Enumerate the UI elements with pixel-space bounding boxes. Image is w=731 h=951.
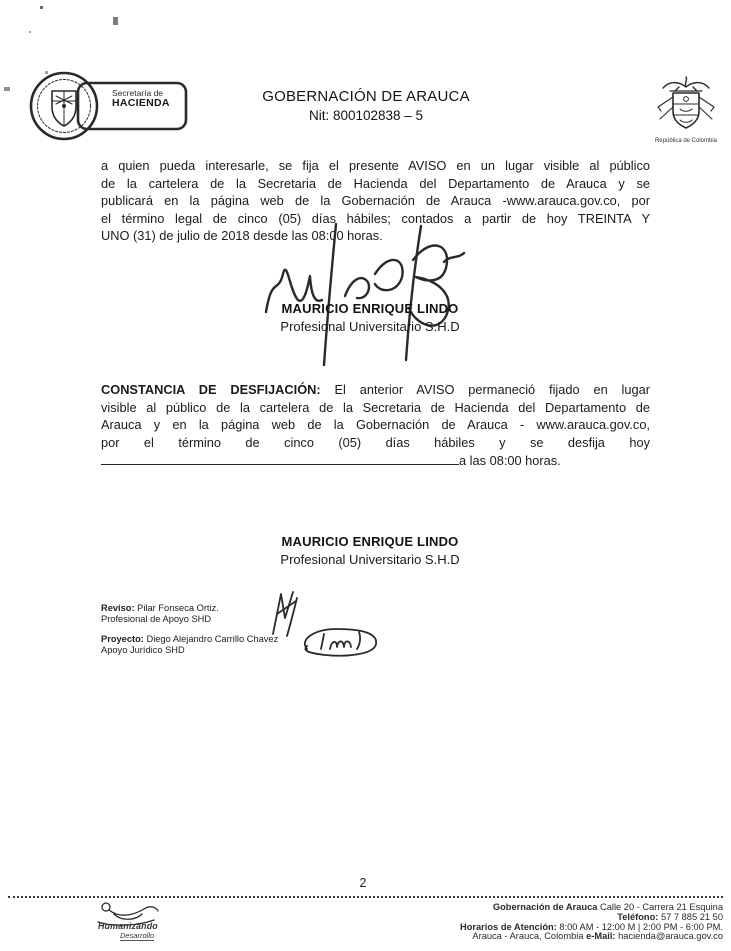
constancia-line: visible al público de la cartelera de la Secretaria de Hacienda del Departamento de bbox=[101, 399, 650, 415]
org-nit: Nit: 800102838 – 5 bbox=[308, 108, 424, 123]
footer-address-rest: Calle 20 - Carrera 21 Esquina bbox=[597, 902, 723, 912]
seal-left-line2: HACIENDA bbox=[112, 97, 170, 109]
scan-speck bbox=[29, 31, 31, 33]
constancia-line: por el término de cinco (05) días hábiles y se desfija hoy bbox=[101, 434, 650, 450]
constancia-paragraph bbox=[101, 381, 650, 470]
proyecto-name: Diego Alejandro Carrillo Chavez bbox=[143, 634, 279, 644]
aviso-line: a quien pueda interesarle, se fija el presente AVISO en un lugar visible al público bbox=[101, 158, 650, 173]
footer-phone-value: 57 7 885 21 50 bbox=[658, 911, 723, 922]
signer-name: MAURICIO ENRIQUE LINDO bbox=[281, 534, 459, 549]
aviso-line: el término legal de cinco (05) días hábiles; contados a partir de hoy TREINTA Y bbox=[101, 210, 650, 226]
hacienda-seal bbox=[28, 70, 190, 142]
constancia-heading: CONSTANCIA DE DESFIJACIÓN: bbox=[101, 382, 321, 397]
signer-title: Profesional Universitario S.H.D bbox=[280, 319, 460, 334]
footer-location: Arauca - Arauca, Colombia bbox=[472, 931, 587, 942]
scan-speck bbox=[113, 17, 118, 25]
constancia-blank-line bbox=[101, 451, 650, 470]
brand-line1: Humanizando bbox=[98, 921, 158, 931]
footer-hours-label: Horarios de Atención: bbox=[460, 921, 557, 932]
reviso-title: Profesional de Apoyo SHD bbox=[101, 614, 212, 624]
footer-phone-label: Teléfono: bbox=[617, 911, 659, 922]
signer-title: Profesional Universitario S.H.D bbox=[280, 552, 460, 567]
scan-speck bbox=[4, 87, 10, 91]
signature-block-aviso bbox=[235, 301, 505, 334]
constancia-after-blank: a las 08:00 horas. bbox=[459, 453, 561, 468]
colombia-coat-of-arms-icon bbox=[650, 76, 722, 138]
footer-org: Gobernación de Arauca bbox=[492, 902, 598, 912]
proyecto-title: Apoyo Jurídico SHD bbox=[101, 645, 185, 655]
approvals-block bbox=[101, 603, 401, 656]
reviso-row bbox=[101, 603, 401, 614]
fill-in-blank-line bbox=[101, 451, 459, 465]
seal-right-caption: República de Colombia bbox=[654, 138, 718, 144]
proyecto-row bbox=[101, 634, 401, 645]
page-number: 2 bbox=[359, 876, 367, 890]
org-title: GOBERNACIÓN DE ARAUCA bbox=[262, 88, 470, 105]
constancia-line bbox=[101, 381, 650, 399]
proyecto-label: Proyecto: bbox=[101, 634, 144, 644]
scan-speck bbox=[40, 6, 43, 9]
document-header bbox=[181, 88, 551, 123]
reviso-name: Pilar Fonseca Ortiz. bbox=[134, 603, 219, 613]
footer-email-label: e-Mail: bbox=[586, 931, 616, 942]
footer-email-value: hacienda@arauca.gov.co bbox=[615, 931, 723, 942]
brand-line2: Desarrollo bbox=[120, 931, 155, 940]
aviso-paragraph bbox=[101, 157, 650, 245]
aviso-line: publicará en la página web de la Gobernación de Arauca -www.arauca.gov.co, por bbox=[101, 193, 650, 208]
colombia-coat-of-arms bbox=[650, 76, 722, 146]
reviso-label: Reviso: bbox=[101, 603, 135, 613]
constancia-line-text: El anterior AVISO permaneció fijado en lugar bbox=[320, 382, 650, 397]
aviso-line: UNO (31) de julio de 2018 desde las 08:00 horas. bbox=[101, 228, 383, 243]
footer-email bbox=[303, 932, 723, 942]
signature-block-constancia bbox=[235, 534, 505, 567]
seal-left-line1: Secretaría de bbox=[112, 88, 164, 98]
footer-hours-value: 8:00 AM - 12:00 M | 2:00 PM - 6:00 PM. bbox=[556, 921, 723, 932]
footer-contact-block bbox=[303, 903, 723, 942]
footer-dotted-divider bbox=[8, 896, 723, 898]
aviso-line: de la cartelera de la Secretaria de Hacienda del Departamento de Arauca y se bbox=[101, 175, 650, 191]
constancia-line: Arauca y en la página web de la Gobernación de Arauca - www.arauca.gov.co, bbox=[101, 417, 650, 432]
signer-name: MAURICIO ENRIQUE LINDO bbox=[281, 301, 459, 316]
